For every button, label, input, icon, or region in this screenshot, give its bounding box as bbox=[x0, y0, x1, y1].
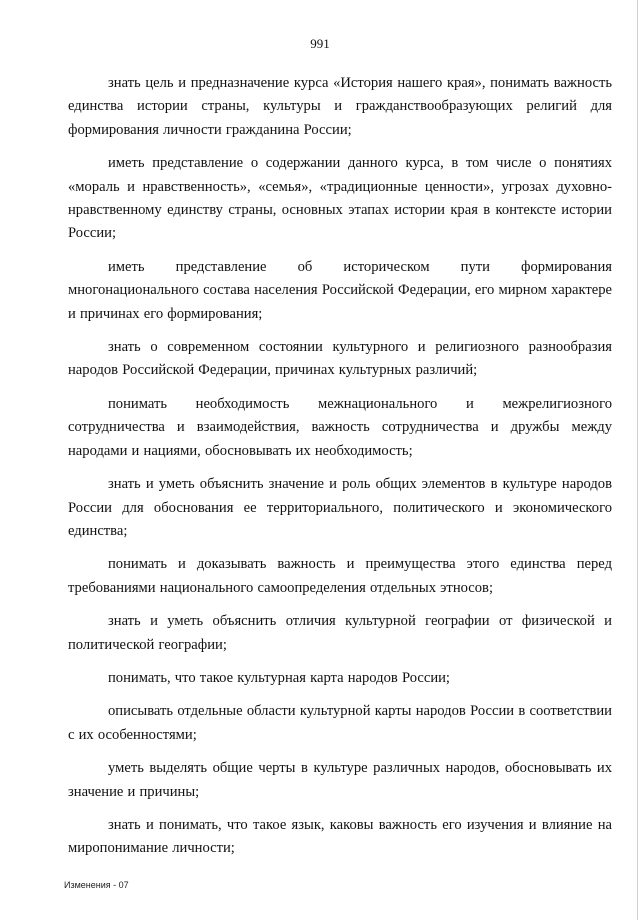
scan-edge bbox=[637, 0, 638, 920]
paragraph: описывать отдельные области культурной карты народов России в соответствии с их особенностями; bbox=[68, 703, 612, 743]
paragraph: знать и уметь объяснить значение и роль общих элементов в культуре народов России для обоснования ее территориального, политического и экономического единства; bbox=[68, 476, 612, 539]
document-body bbox=[68, 72, 612, 871]
paragraph: понимать необходимость межнационального и межрелигиозного сотрудничества и взаимодействия, важность сотрудничества и дружбы между народами и нациями, обосновывать их необходимость; bbox=[68, 395, 612, 459]
paragraph: знать о современном состоянии культурного и религиозного разнообразия народов Российской Федерации, причинах культурных различий; bbox=[68, 339, 612, 379]
paragraph: понимать и доказывать важность и преимущества этого единства перед требованиями национального самоопределения отдельных этносов; bbox=[68, 556, 612, 596]
paragraph: уметь выделять общие черты в культуре различных народов, обосновывать их значение и причины; bbox=[68, 760, 612, 800]
paragraph: иметь представление о содержании данного курса, в том числе о понятиях «мораль и нравственность», «семья», «традиционные ценности», угрозах духовно-нравственному единству страны, основных этапах истории края в контексте истории России; bbox=[68, 155, 612, 242]
paragraph: знать цель и предназначение курса «История нашего края», понимать важность единства истории страны, культуры и гражданствообразующих религий для формирования личности гражданина России; bbox=[68, 75, 612, 138]
paragraph: понимать, что такое культурная карта народов России; bbox=[108, 669, 450, 686]
paragraph: знать и понимать, что такое язык, каковы важность его изучения и влияние на миропонимание личности; bbox=[68, 816, 612, 857]
page-number: 991 bbox=[310, 36, 330, 51]
paragraph: иметь представление об историческом пути формирования многонационального состава населения Российской Федерации, его мирном характере и причинах его формирования; bbox=[68, 258, 612, 322]
footer-revision-note: Изменения - 07 bbox=[64, 880, 129, 890]
paragraph: знать и уметь объяснить отличия культурной географии от физической и политической географии; bbox=[68, 613, 612, 653]
